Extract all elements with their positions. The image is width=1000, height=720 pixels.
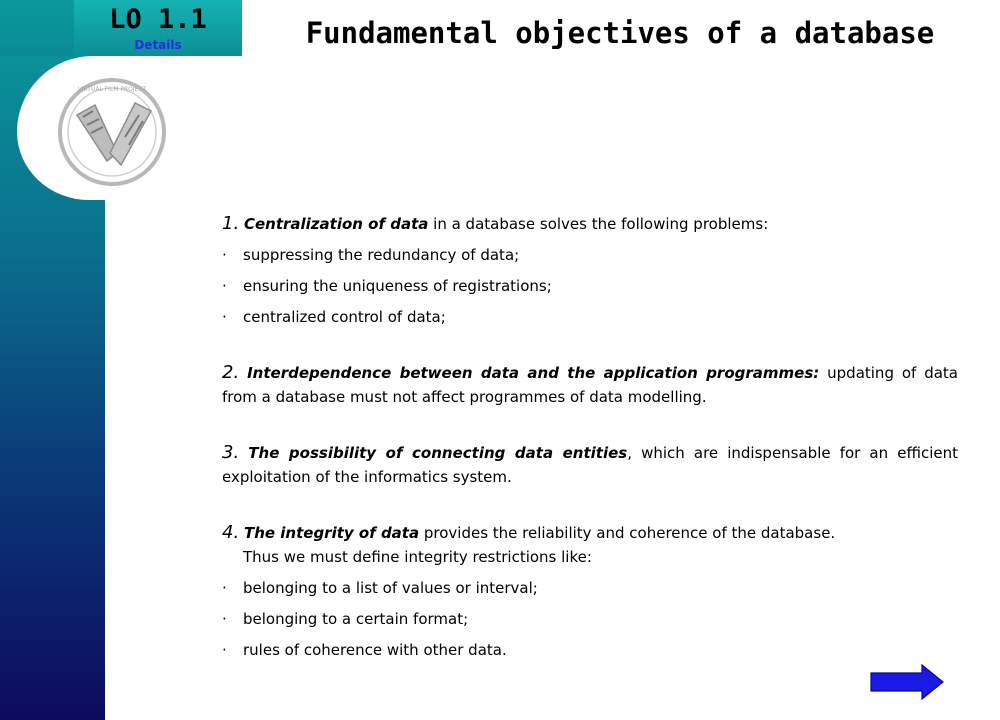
section-term: The integrity of data <box>243 524 420 542</box>
list-item <box>222 607 958 631</box>
list-item <box>222 305 958 329</box>
section-term: The possibility of connecting data entities <box>248 444 628 462</box>
bullet-dot: · <box>222 246 227 264</box>
details-link[interactable]: Details <box>134 38 182 52</box>
bullet-dot: · <box>222 308 227 326</box>
bullet-dot: · <box>222 610 227 628</box>
bullet-dot: · <box>222 579 227 597</box>
section-text: in a database solves the following problems: <box>428 215 769 233</box>
section-number: 1. <box>222 213 240 234</box>
section-continuation: Thus we must define integrity restrictions like: <box>243 548 592 566</box>
bullet-text: ensuring the uniqueness of registrations; <box>243 277 552 295</box>
content-body <box>222 212 958 662</box>
section-number: 4. <box>222 522 240 543</box>
section-term: Interdependence between data and the application programmes: <box>247 364 820 382</box>
bullet-text: rules of coherence with other data. <box>243 641 507 659</box>
bullet-dot: · <box>222 641 227 659</box>
right-arrow-icon[interactable] <box>870 664 944 700</box>
lo-code: LO 1.1 <box>109 4 207 35</box>
section-3 <box>222 441 958 489</box>
vm-logo-icon <box>55 75 170 190</box>
section-number: 3. <box>222 442 240 463</box>
section-term: Centralization of data <box>243 215 429 233</box>
logo-ring-text: VIRTUAL FILM PROJECT <box>77 86 147 93</box>
section-2 <box>222 361 958 409</box>
bullet-text: belonging to a list of values or interval; <box>243 579 538 597</box>
section-text: provides the reliability and coherence of the database. <box>419 524 836 542</box>
list-item <box>222 274 958 298</box>
section-number: 2. <box>222 362 240 383</box>
section-4 <box>222 521 958 569</box>
bullet-text: suppressing the redundancy of data; <box>243 246 520 264</box>
list-item <box>222 638 958 662</box>
section-1 <box>222 212 958 236</box>
list-item <box>222 576 958 600</box>
bullet-text: centralized control of data; <box>243 308 446 326</box>
bullet-dot: · <box>222 277 227 295</box>
section-text: updating of data from a database must not affect programmes of data modelling. <box>222 364 958 406</box>
bullet-text: belonging to a certain format; <box>243 610 469 628</box>
list-item <box>222 243 958 267</box>
page-title: Fundamental objectives of a database <box>305 16 935 50</box>
section-text: , which are indispensable for an efficient exploitation of the informatics system. <box>222 444 958 486</box>
